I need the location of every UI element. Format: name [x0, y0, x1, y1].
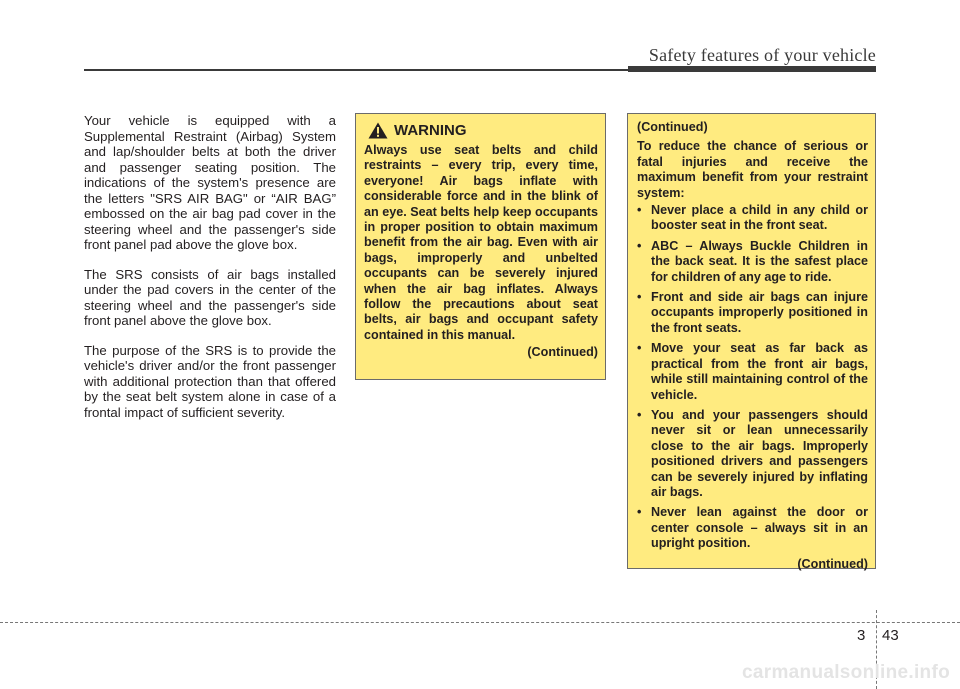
list-item: [637, 203, 868, 234]
list-item-text: Move your seat as far back as practical from the front air bags, while still maintaining control of the vehicle.: [651, 341, 868, 402]
header-rule-accent: [628, 66, 876, 72]
bullet-icon: •: [637, 203, 642, 218]
list-item: [637, 505, 868, 551]
list-item-text: Never place a child in any child or booster seat in the front seat.: [651, 203, 868, 233]
footer-rule: [0, 622, 960, 623]
list-item: [637, 341, 868, 403]
continued-warning-box: [627, 113, 876, 569]
warning-body: Always use seat belts and child restraints – every trip, every time, everyone! Air bags inflate with considerable force and in the blink of an eye. Seat belts help keep occupants in proper position to obtain maximum benefit from the air bag. Even with air bags, improperly and unbelted occupants can be severely injured when the air bag inflates. Always follow the precautions about seat belts, air bags and occupant safety contained in this manual.: [364, 143, 598, 342]
list-item: [637, 239, 868, 285]
watermark: carmanualsonline.info: [742, 662, 950, 683]
section-title: Safety features of your vehicle: [648, 45, 876, 65]
left-column: [84, 113, 336, 434]
paragraph: The SRS consists of air bags installed under the pad covers in the center of the steering wheel and the passenger's side front panel above the glove box.: [84, 266, 336, 328]
bullet-icon: •: [637, 290, 642, 305]
bullet-icon: •: [637, 238, 642, 253]
continued-label: (Continued): [527, 345, 598, 360]
bullet-icon: •: [637, 341, 642, 356]
warning-box: [355, 113, 606, 380]
warning-triangle-icon: [368, 122, 388, 139]
warning-title: WARNING: [394, 122, 467, 139]
bullet-icon: •: [637, 505, 642, 520]
list-item: [637, 408, 868, 500]
page-number: 43: [882, 627, 899, 644]
list-item: [637, 290, 868, 336]
continued-intro: To reduce the chance of serious or fatal injuries and receive the maximum benefit from your restraint system:: [637, 139, 868, 200]
paragraph: Your vehicle is equipped with a Supplemental Restraint (Airbag) System and lap/shoulder belts at both the driver and passenger seating position. The indications of the system's presence are the letters "SRS AIR BAG" or “AIR BAG” embossed on the air bag pad cover in the steering wheel and the passenger's side front panel pad above the glove box.: [84, 113, 336, 252]
continued-label: (Continued): [797, 556, 868, 571]
warning-header: [368, 122, 598, 139]
precaution-list: [637, 203, 868, 552]
list-item-text: Never lean against the door or center console – always sit in an upright position.: [651, 505, 868, 551]
bullet-icon: •: [637, 407, 642, 422]
paragraph: The purpose of the SRS is to provide the vehicle's driver and/or the front passenger with additional protection than that offered by the seat belt system alone in case of a frontal impact of sufficient severity.: [84, 342, 336, 420]
chapter-number: 3: [857, 627, 866, 644]
list-item-text: ABC – Always Buckle Children in the back seat. It is the safest place for children of any age to ride.: [651, 238, 868, 284]
list-item-text: Front and side air bags can injure occupants improperly positioned in the front seats.: [651, 290, 868, 335]
list-item-text: You and your passengers should never sit or lean unnecessarily close to the air bags. Improperly positioned drivers and passengers can be severely injured by inflating air bags.: [651, 407, 868, 499]
continued-heading: (Continued): [637, 120, 708, 134]
